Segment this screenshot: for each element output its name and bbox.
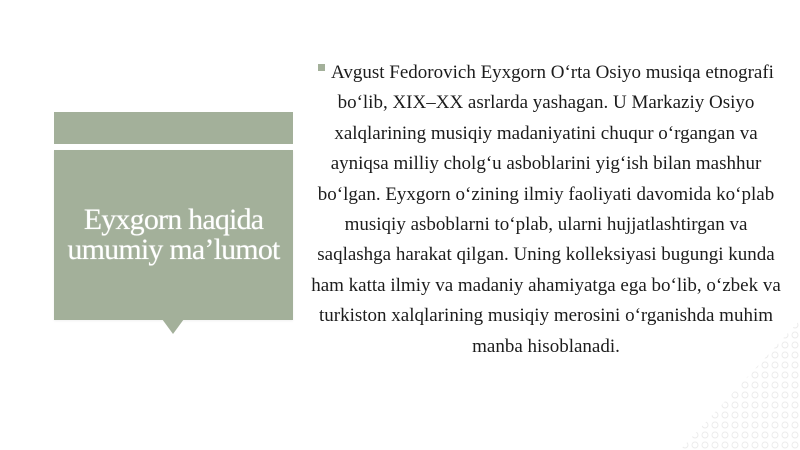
title-box (54, 150, 293, 320)
title-box-pointer (162, 319, 184, 334)
title-accent-strip (54, 112, 293, 144)
slide-title: Eyxgorn haqida umumiy ma’lumot (67, 203, 280, 266)
body-paragraph: Avgust Fedorovich Eyxgorn O‘rta Osiyo musiqa etnografi bo‘lib, XIX–XX asrlarda yashagan. U Markaziy Osiyo xalqlarining musiqiy madaniyatini chuqur o‘rgangan va ayniqsa milliy cholg‘u asboblarini yig‘ish bilan mashhur bo‘lgan. Eyxgorn o‘zining ilmiy faoliyati davomida ko‘plab musiqiy asboblarni to‘plab, ularni hujjatlashtirgan va saqlashga harakat qilgan. Uning kolleksiyasi bugungi kunda ham katta ilmiy va madaniy ahamiyatga ega bo‘lib, o‘zbek va turkiston xalqlarining musiqiy merosini o‘rganishda muhim manba hisoblanadi. (311, 62, 781, 357)
body-text-block (306, 58, 786, 362)
square-bullet-icon (318, 64, 325, 71)
